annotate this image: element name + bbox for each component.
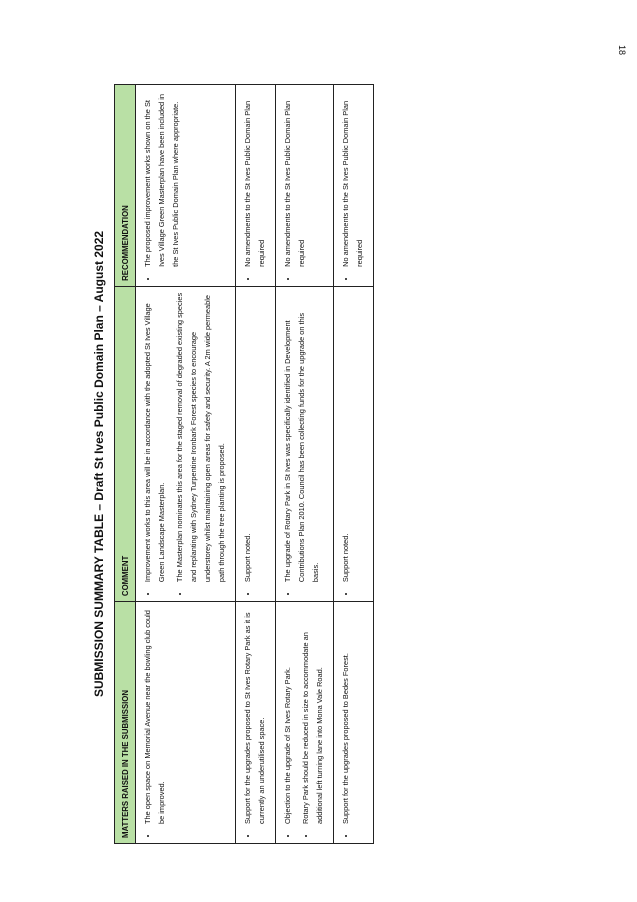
bullet-item: • Improvement works to this area will be in accordance with the adopted St Ives Village Green Landscape Masterplan. [141, 292, 169, 584]
bullet-list [339, 90, 367, 281]
page-number: 18 [617, 44, 627, 55]
recommendation-cell [236, 85, 276, 287]
table-header-row [115, 85, 136, 844]
bullet-item: • No amendments to the St Ives Public Domain Plan required [281, 90, 309, 269]
bullet-list [241, 607, 269, 838]
header-recommendation: RECOMMENDATION [115, 85, 136, 287]
bullet-list [339, 292, 353, 596]
recommendation-cell [136, 85, 236, 287]
bullet-item: • Support noted. [241, 292, 255, 584]
matters-cell [136, 602, 236, 844]
bullet-list [281, 292, 323, 596]
bullet-item: • The Masterplan nominates this area for the staged removal of degraded existing species and replanting with Sydney Turpentine Ironbark Forest species to encourage understorey whilst maintaining open areas for safety and security. A 2m wide permeable path through the tree planting is proposed. [173, 292, 229, 584]
comment-cell [136, 286, 236, 601]
bullet-list [281, 90, 309, 281]
table-row [334, 85, 374, 844]
matters-cell [236, 602, 276, 844]
bullet-list [141, 607, 169, 838]
recommendation-cell [276, 85, 334, 287]
bullet-item: • Objection to the upgrade of St Ives Rotary Park. [281, 607, 295, 826]
bullet-item: • The upgrade of Rotary Park in St Ives was specifically identified in Development Contributions Plan 2010. Council has been collecting funds for the upgrade on this basis. [281, 292, 323, 584]
header-matters: MATTERS RAISED IN THE SUBMISSION [115, 602, 136, 844]
bullet-item: • Rotary Park should be reduced in size to accommodate an additional left turning lane into Mona Vale Road. [299, 607, 327, 826]
comment-cell [236, 286, 276, 601]
bullet-item: • No amendments to the St Ives Public Domain Plan required [241, 90, 269, 269]
bullet-item: • Support for the upgrades proposed to St Ives Rotary Park as it is currently an underutilised space. [241, 607, 269, 826]
bullet-item: • The proposed improvement works shown on the St Ives Village Green Masterplan have been included in the St Ives Public Domain Plan where appropriate. [141, 90, 183, 269]
document-title: SUBMISSION SUMMARY TABLE – Draft St Ives Public Domain Plan – August 2022 [92, 230, 106, 698]
bullet-item: • Support noted. [339, 292, 353, 584]
bullet-list [281, 607, 327, 838]
table-row [276, 85, 334, 844]
bullet-list [141, 90, 183, 281]
bullet-item: • The open space on Memorial Avenue near the bowling club could be improved. [141, 607, 169, 826]
bullet-item: • Support for the upgrades proposed to Bedes Forest. [339, 607, 353, 826]
bullet-list [241, 90, 269, 281]
header-comment: COMMENT [115, 286, 136, 601]
comment-cell [276, 286, 334, 601]
rotated-page-content [88, 84, 388, 844]
table-row [236, 85, 276, 844]
recommendation-cell [334, 85, 374, 287]
table-row [136, 85, 236, 844]
comment-cell [334, 286, 374, 601]
matters-cell [334, 602, 374, 844]
matters-cell [276, 602, 334, 844]
bullet-list [141, 292, 229, 596]
bullet-item: • No amendments to the St Ives Public Domain Plan required [339, 90, 367, 269]
submission-summary-table [114, 84, 374, 844]
bullet-list [339, 607, 353, 838]
bullet-list [241, 292, 255, 596]
